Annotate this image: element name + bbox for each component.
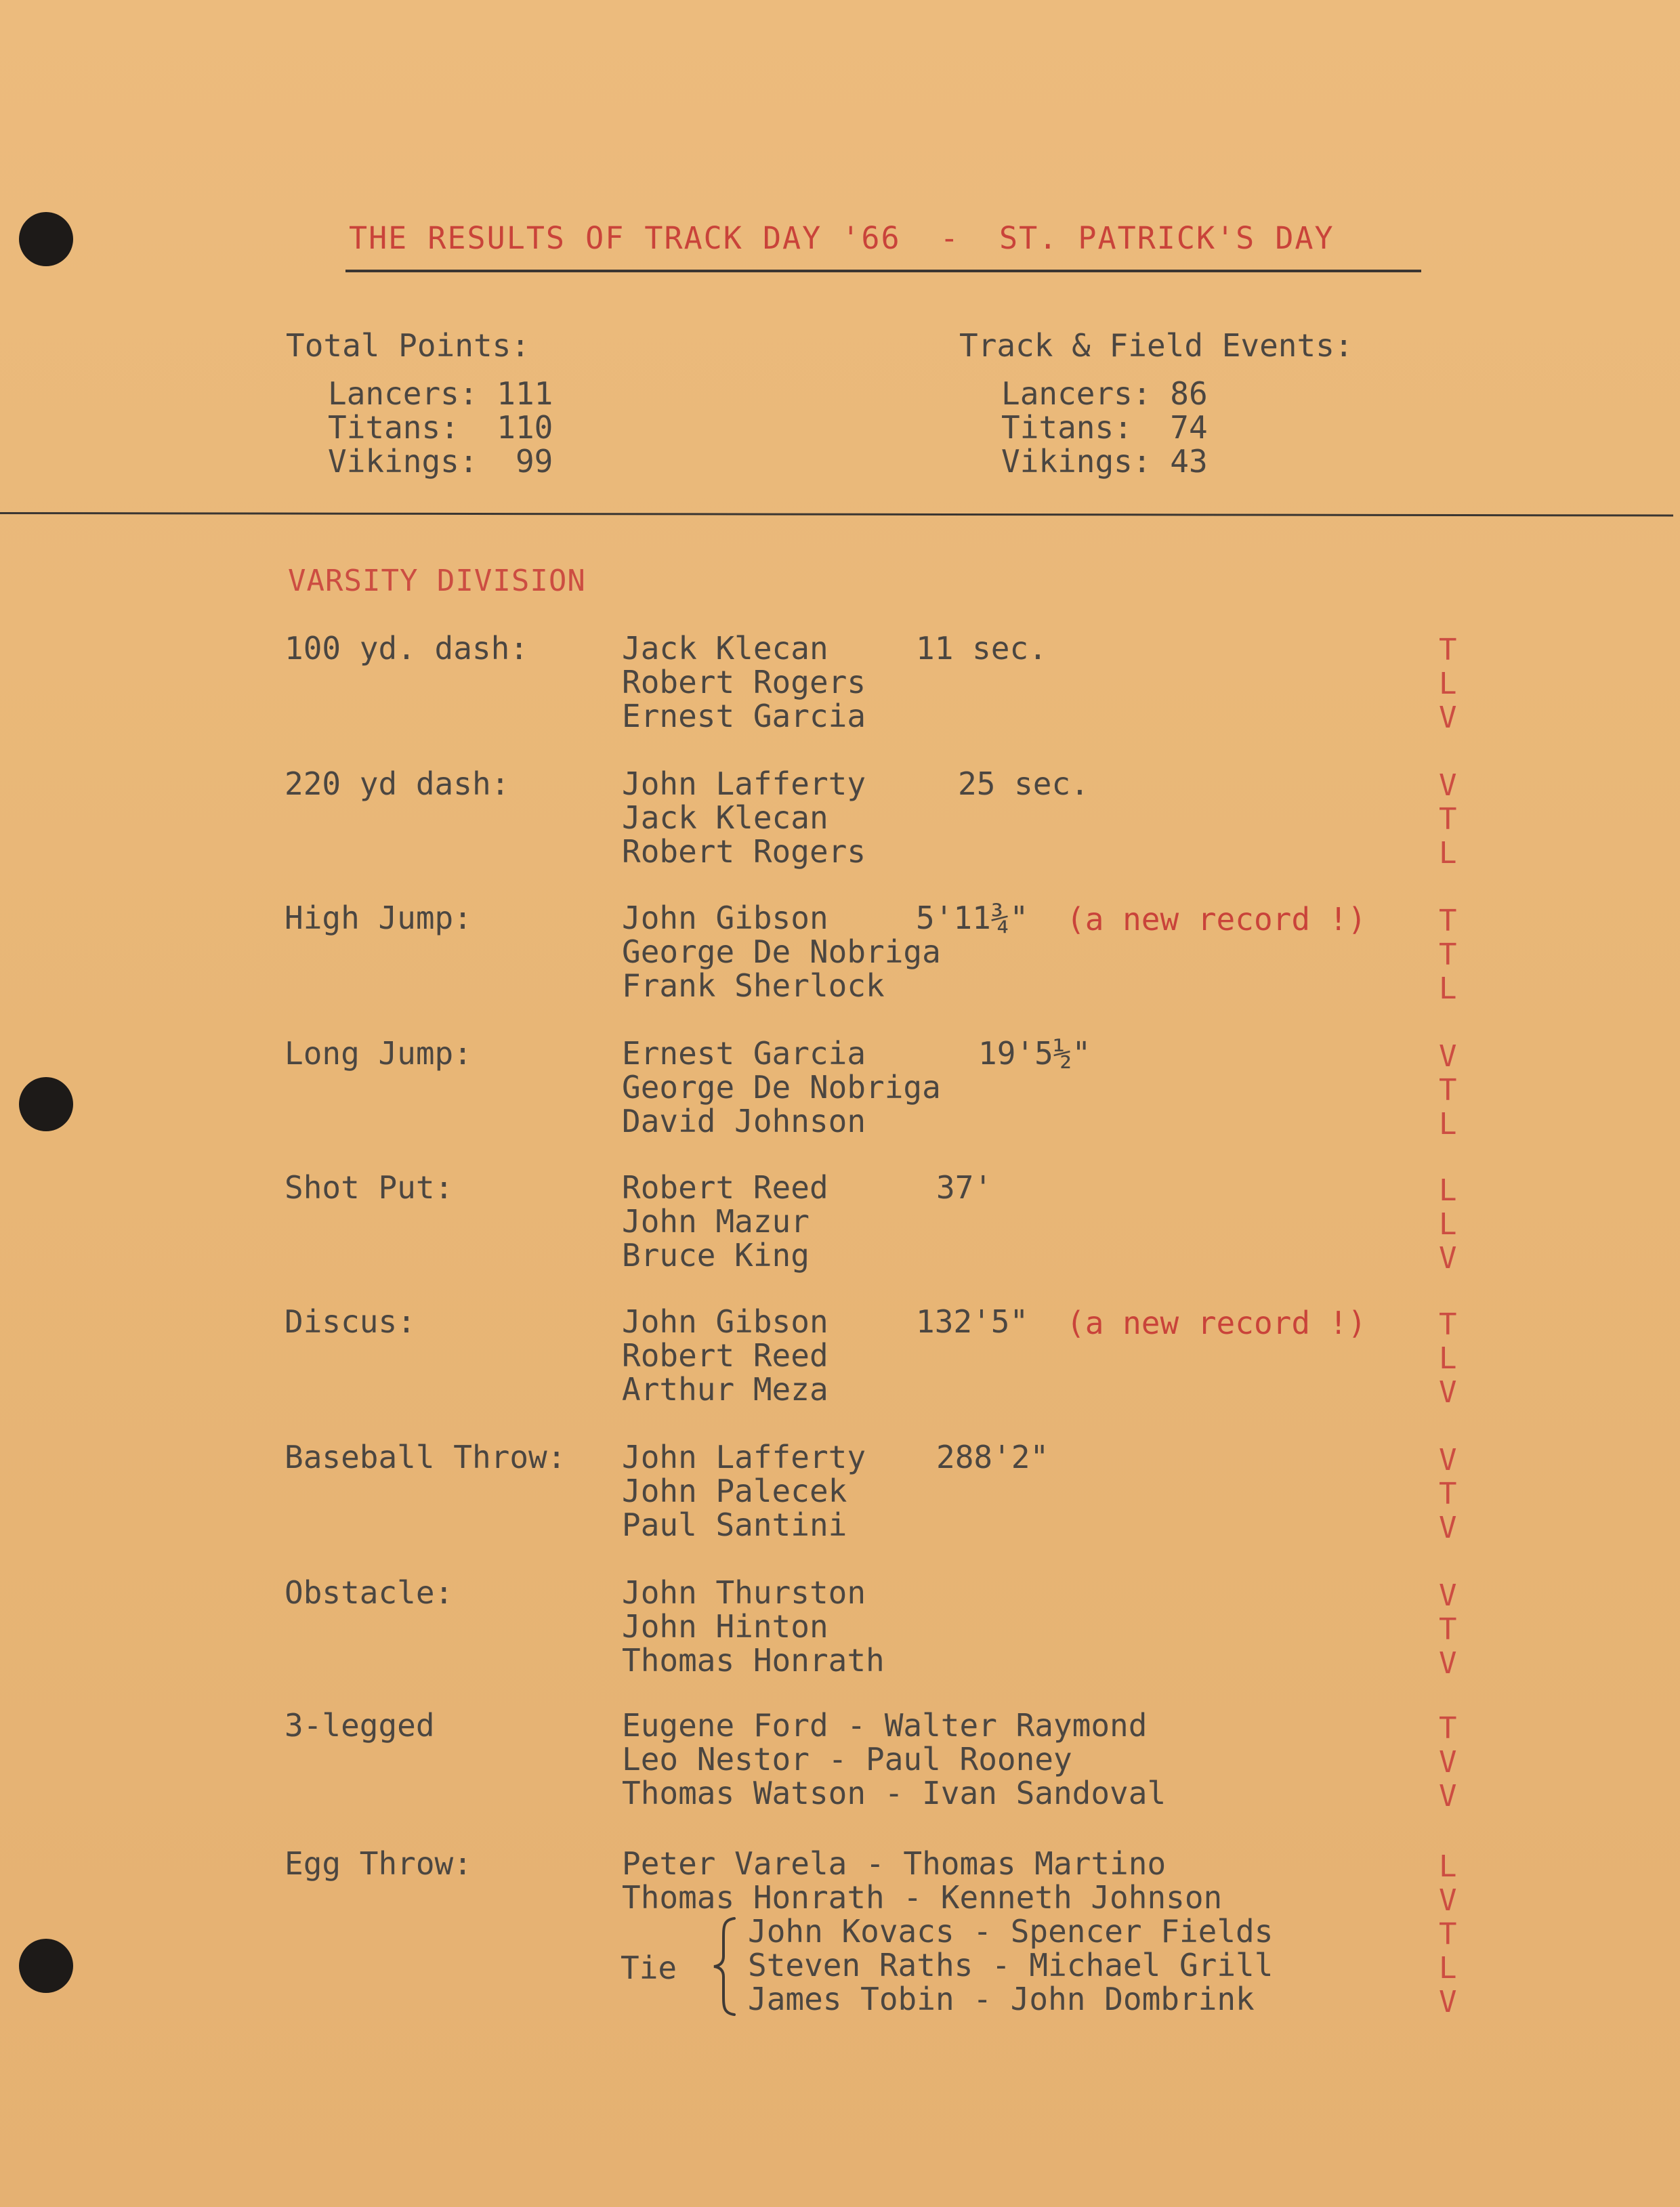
entrant: Thomas Honrath [622,1642,885,1679]
team-letter: T [1439,1612,1457,1647]
entrant: John Hinton [622,1608,828,1645]
team-letter: T [1439,802,1457,837]
event-result: 132'5" [916,1303,1029,1340]
punch-hole-bottom [19,1939,73,1993]
team-letter: V [1439,1883,1457,1918]
entrant: Jack Klecan [622,799,828,836]
entrant: Bruce King [622,1237,810,1274]
team-letter: V [1439,1375,1457,1410]
section-divider [0,512,1673,516]
team-letter: T [1439,1073,1457,1108]
entrant: David Johnson [622,1103,866,1139]
team-letter: L [1439,667,1457,701]
entrant: John Gibson [622,900,828,936]
entrant: John Mazur [622,1203,810,1240]
event-result: 288'2" [936,1439,1049,1475]
entrant: Jack Klecan [622,630,828,667]
tie-pair: Steven Raths - Michael Grill [748,1947,1274,1983]
event-name: 220 yd dash: [285,765,510,802]
entrant: Thomas Watson - Ivan Sandoval [622,1775,1167,1811]
team-letter: V [1439,1985,1457,2019]
entrant: John Lafferty [622,765,866,802]
division-heading: VARSITY DIVISION [288,564,586,598]
team-letter: V [1439,1241,1457,1276]
team-letter: L [1439,836,1457,870]
total-points-line: Vikings: 99 [328,443,553,480]
punch-hole-middle [19,1077,73,1131]
team-letter: V [1439,1443,1457,1477]
title-underline [345,270,1421,272]
event-result: 11 sec. [916,630,1047,667]
total-points-line: Titans: 110 [328,409,553,446]
event-result: 19'5½" [978,1035,1091,1072]
team-letter: T [1439,1711,1457,1746]
record-note: (a new record !) [1066,1305,1367,1341]
tie-pair: John Kovacs - Spencer Fields [748,1913,1274,1950]
entrant: Arthur Meza [622,1371,828,1408]
team-letter: T [1439,1477,1457,1511]
team-letter: V [1439,1511,1457,1545]
team-letter: T [1439,1917,1457,1952]
event-name: Discus: [285,1303,416,1340]
entrant: Leo Nestor - Paul Rooney [622,1741,1072,1778]
entrant: Frank Sherlock [622,967,885,1004]
entrant: John Palecek [622,1473,847,1509]
team-letter: T [1439,633,1457,667]
team-letter: T [1439,904,1457,938]
team-letter: V [1439,768,1457,803]
tie-label: Tie [621,1950,677,1986]
team-letter: L [1439,1951,1457,1985]
team-letter: L [1439,1207,1457,1242]
team-letter: V [1439,1745,1457,1780]
event-name: Shot Put: [285,1169,454,1206]
team-letter: V [1439,1039,1457,1074]
entrant: John Gibson [622,1303,828,1340]
team-letter: L [1439,971,1457,1006]
total-points-line: Lancers: 111 [328,375,553,412]
entrant: Robert Rogers [622,664,866,700]
tie-brace [711,1916,738,2017]
team-letter: L [1439,1107,1457,1141]
entrant: George De Nobriga [622,933,941,970]
total-points-heading: Total Points: [286,327,530,364]
entrant: Peter Varela - Thomas Martino [622,1845,1167,1882]
event-name: Long Jump: [285,1035,472,1072]
event-name: Obstacle: [285,1574,454,1611]
track-field-line: Titans: 74 [1001,409,1208,446]
entrant: Eugene Ford - Walter Raymond [622,1707,1148,1744]
team-letter: L [1439,1849,1457,1884]
record-note: (a new record !) [1066,901,1367,938]
event-result: 25 sec. [958,765,1089,802]
punch-hole-top [19,212,73,266]
track-field-heading: Track & Field Events: [959,327,1353,364]
entrant: John Lafferty [622,1439,866,1475]
event-name: Egg Throw: [285,1845,472,1882]
tie-pair: James Tobin - John Dombrink [748,1981,1255,2017]
entrant: Thomas Honrath - Kenneth Johnson [622,1879,1223,1916]
team-letter: T [1439,1307,1457,1342]
event-name: High Jump: [285,900,472,936]
entrant: Ernest Garcia [622,1035,866,1072]
page-title: THE RESULTS OF TRACK DAY '66 - ST. PATRICK'S DAY [349,220,1335,256]
entrant: Ernest Garcia [622,698,866,734]
event-result: 37' [936,1169,993,1206]
entrant: George De Nobriga [622,1069,941,1106]
team-letter: V [1439,1578,1457,1613]
track-field-line: Lancers: 86 [1001,375,1208,412]
track-field-line: Vikings: 43 [1001,443,1208,480]
event-result: 5'11¾" [916,900,1029,936]
event-name: Baseball Throw: [285,1439,566,1475]
team-letter: V [1439,700,1457,735]
entrant: Robert Reed [622,1169,828,1206]
event-name: 100 yd. dash: [285,630,529,667]
team-letter: V [1439,1646,1457,1681]
entrant: Robert Rogers [622,833,866,870]
team-letter: L [1439,1173,1457,1208]
entrant: Robert Reed [622,1337,828,1374]
team-letter: L [1439,1341,1457,1376]
event-name: 3-legged [285,1707,435,1744]
team-letter: T [1439,938,1457,972]
entrant: John Thurston [622,1574,866,1611]
team-letter: V [1439,1779,1457,1813]
entrant: Paul Santini [622,1507,847,1543]
